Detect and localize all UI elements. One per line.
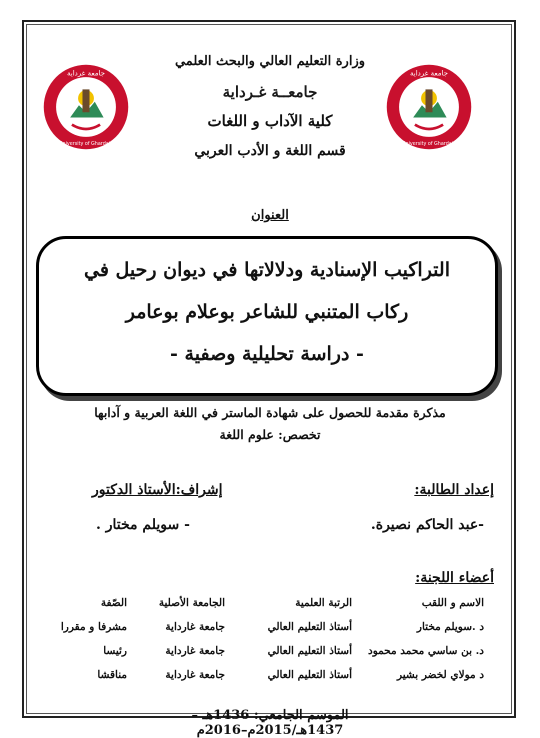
committee-row-role: رئيسا bbox=[103, 645, 127, 657]
committee-header-role: الصّفة bbox=[100, 597, 127, 609]
committee-header-name: الاسم و اللقب bbox=[421, 597, 484, 609]
supervisor-name: - سويلم مختار . bbox=[96, 517, 190, 533]
prepared-by-label: إعداد الطالبة: bbox=[414, 482, 494, 498]
committee-row-university: جامعة غارداية bbox=[165, 621, 225, 633]
committee-header-rank: الرتبة العلمية bbox=[295, 597, 352, 609]
logo-text-top: جامعة غرداية bbox=[409, 68, 449, 78]
committee-row-role: مشرفا و مقررا bbox=[60, 621, 127, 633]
logo-text-top: جامعة غرداية bbox=[66, 68, 106, 78]
committee-label: أعضاء اللجنة: bbox=[415, 570, 494, 586]
committee-row-rank: أستاذ التعليم العالي bbox=[267, 645, 352, 657]
title-line-2: ركاب المتنبي للشاعر بوعلام بوعامر bbox=[125, 301, 409, 323]
academic-season: الموسم الجامعي: 1436هـ – 1437هـ/2015م–2016م bbox=[191, 708, 349, 738]
student-name: -عبد الحاكم نصيرة. bbox=[370, 517, 484, 533]
logo-text-bottom: University of Ghardaia bbox=[401, 141, 457, 147]
memo-purpose: مذكرة مقدمة للحصول على شهادة الماستر في اللغة العربية و آدابها bbox=[94, 405, 446, 420]
committee-row-name: د. بن ساسي محمد محمود bbox=[368, 645, 484, 657]
committee-row-rank: أستاذ التعليم العالي bbox=[267, 621, 352, 633]
specialty: تخصص: علوم اللغة bbox=[219, 427, 321, 442]
title-label: العنوان bbox=[251, 208, 289, 223]
university-logo-right bbox=[385, 63, 473, 151]
title-line-3: - دراسة تحليلية وصفية - bbox=[170, 343, 364, 365]
university-logo-left bbox=[42, 63, 130, 151]
university-name: جامعــة غـرداية bbox=[222, 83, 318, 101]
committee-row-name: د مولاي لخضر بشير bbox=[396, 669, 484, 681]
committee-row-university: جامعة غارداية bbox=[165, 669, 225, 681]
department-name: قسم اللغة و الأدب العربي bbox=[194, 143, 346, 159]
committee-header-university: الجامعة الأصلية bbox=[158, 597, 225, 609]
committee-row-rank: أستاذ التعليم العالي bbox=[267, 669, 352, 681]
title-line-1: التراكيب الإسنادية ودلالاتها في ديوان رحيل في bbox=[83, 259, 450, 281]
ministry-name: وزارة التعليم العالي والبحث العلمي bbox=[174, 54, 366, 69]
title-box bbox=[36, 236, 498, 396]
committee-row-university: جامعة غارداية bbox=[165, 645, 225, 657]
committee-row-name: د .سويلم مختار bbox=[416, 621, 484, 633]
committee-row-role: مناقشا bbox=[97, 669, 127, 681]
faculty-name: كلية الآداب و اللغات bbox=[207, 112, 333, 130]
logo-text-bottom: University of Ghardaia bbox=[58, 141, 114, 147]
supervision-label: إشراف:الأستاذ الدكتور bbox=[92, 482, 223, 498]
